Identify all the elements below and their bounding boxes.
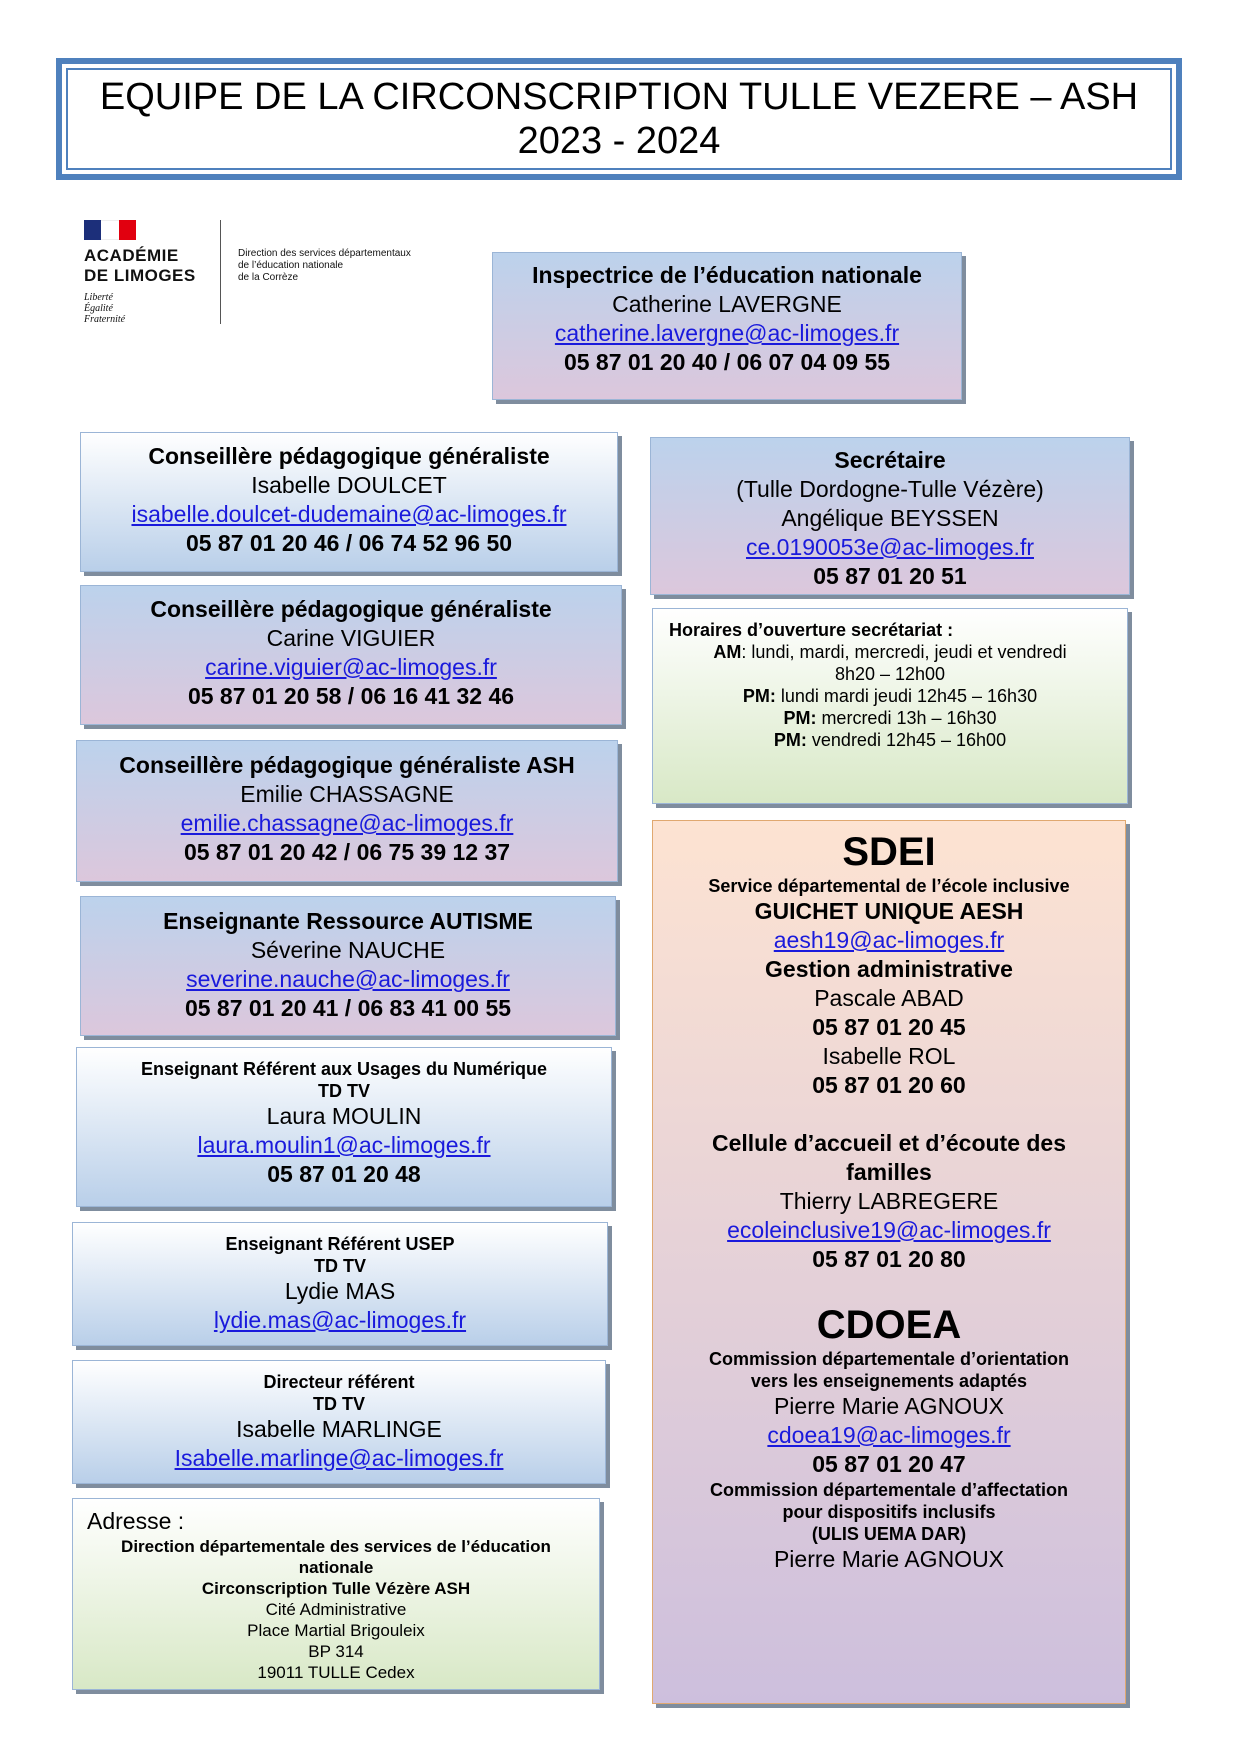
usep-card — [72, 1222, 608, 1346]
cpc-doulcet-card — [80, 432, 618, 572]
person-name: Emilie CHASSAGNE — [240, 781, 454, 807]
email-link[interactable]: laura.moulin1@ac-limoges.fr — [197, 1132, 491, 1158]
role: Conseillère pédagogique généraliste — [148, 443, 550, 469]
academie-logo — [84, 220, 464, 330]
directeur-card — [72, 1360, 606, 1484]
person-name: Laura MOULIN — [266, 1103, 422, 1129]
address-line: Cité Administrative — [265, 1600, 407, 1619]
email-link[interactable]: emilie.chassagne@ac-limoges.fr — [180, 810, 514, 836]
address-line: Circonscription Tulle Vézère ASH — [201, 1579, 471, 1598]
horaires-pm3: PM: vendredi 12h45 – 16h00 — [773, 730, 1007, 750]
republic-motto: Liberté Égalité Fraternité — [84, 292, 126, 325]
sector: TD TV — [314, 1256, 366, 1276]
sdei-subtitle: Service départemental de l’école inclusive — [708, 876, 1070, 896]
email-link[interactable]: ecoleinclusive19@ac-limoges.fr — [727, 1217, 1051, 1243]
address-line: Direction départementale des services de l’éducation — [121, 1537, 551, 1556]
email-link[interactable]: cdoea19@ac-limoges.fr — [767, 1422, 1011, 1448]
person-name: Lydie MAS — [284, 1278, 396, 1304]
person-name: Isabelle ROL — [822, 1043, 956, 1069]
person-name: Pierre Marie AGNOUX — [773, 1393, 1005, 1419]
secretaire-card — [650, 437, 1130, 595]
role: Enseignante Ressource AUTISME — [163, 908, 533, 934]
cdoea-sub2: (ULIS UEMA DAR) — [811, 1524, 967, 1544]
email-link[interactable]: catherine.lavergne@ac-limoges.fr — [554, 320, 900, 346]
phone: 05 87 01 20 40 / 06 07 04 09 55 — [563, 349, 891, 375]
person-name: Carine VIGUIER — [266, 625, 436, 651]
horaires-pm1: PM: lundi mardi jeudi 12h45 – 16h30 — [742, 686, 1038, 706]
horaires-am-hours: 8h20 – 12h00 — [834, 664, 946, 684]
role: Inspectrice de l’éducation nationale — [532, 262, 922, 288]
email-link[interactable]: carine.viguier@ac-limoges.fr — [205, 654, 497, 680]
cellule-heading: familles — [846, 1159, 932, 1185]
phone: 05 87 01 20 51 — [813, 563, 967, 589]
phone: 05 87 01 20 42 / 06 75 39 12 37 — [183, 839, 511, 865]
person-name: Catherine LAVERGNE — [612, 291, 842, 317]
email-link[interactable]: aesh19@ac-limoges.fr — [773, 927, 1005, 953]
cdoea-title: CDOEA — [816, 1303, 962, 1347]
sdei-card — [652, 820, 1126, 1704]
role: Secrétaire — [834, 447, 946, 473]
role: Directeur référent — [263, 1372, 415, 1392]
person-name: Angélique BEYSSEN — [781, 505, 999, 531]
sector: TD TV — [313, 1394, 365, 1414]
person-name: Pierre Marie AGNOUX — [773, 1546, 1005, 1572]
address-line: 19011 TULLE Cedex — [257, 1663, 415, 1682]
sdei-title: SDEI — [842, 830, 936, 874]
cdoea-sub1: Commission départementale d’orientation — [708, 1349, 1070, 1369]
phone: 05 87 01 20 46 / 06 74 52 96 50 — [185, 530, 513, 556]
email-link[interactable]: lydie.mas@ac-limoges.fr — [213, 1307, 467, 1333]
address-heading: Adresse : — [87, 1508, 185, 1534]
role: Conseillère pédagogique généraliste ASH — [119, 752, 575, 778]
phone: 05 87 01 20 45 — [812, 1014, 966, 1040]
title-box — [66, 68, 1172, 170]
horaires-card — [652, 608, 1128, 804]
person-name: Isabelle DOULCET — [251, 472, 447, 498]
person-name: Séverine NAUCHE — [250, 937, 446, 963]
role-detail: (Tulle Dordogne-Tulle Vézère) — [736, 476, 1044, 502]
address-line: Place Martial Brigouleix — [247, 1621, 425, 1640]
page-title: EQUIPE DE LA CIRCONSCRIPTION TULLE VEZERE – ASH — [99, 76, 1139, 118]
cdoea-sub2: pour dispositifs inclusifs — [782, 1502, 996, 1522]
numerique-card — [76, 1047, 612, 1207]
person-name: Isabelle MARLINGE — [236, 1416, 442, 1442]
phone: 05 87 01 20 80 — [812, 1246, 966, 1272]
address-card — [72, 1498, 600, 1690]
inspectrice-card — [492, 252, 962, 400]
email-link[interactable]: severine.nauche@ac-limoges.fr — [186, 966, 510, 992]
marianne-flag-icon — [84, 220, 136, 240]
cellule-heading: Cellule d’accueil et d’écoute des — [711, 1130, 1067, 1156]
sector: TD TV — [318, 1081, 370, 1101]
direction-name: Direction des services départementaux de l’éducation nationale de la Corrèze — [238, 248, 411, 283]
role: Conseillère pédagogique généraliste — [150, 596, 552, 622]
phone: 05 87 01 20 47 — [812, 1451, 966, 1477]
phone: 05 87 01 20 48 — [267, 1161, 421, 1187]
address-line: nationale — [298, 1558, 374, 1577]
cdoea-sub1: vers les enseignements adaptés — [750, 1371, 1028, 1391]
page-year: 2023 - 2024 — [517, 120, 721, 162]
academie-name: ACADÉMIE DE LIMOGES — [84, 246, 196, 285]
horaires-heading: Horaires d’ouverture secrétariat : — [669, 620, 954, 640]
email-link[interactable]: isabelle.doulcet-dudemaine@ac-limoges.fr — [131, 501, 567, 527]
logo-separator — [220, 220, 221, 324]
cpc-chassagne-card — [76, 740, 618, 882]
cpc-viguier-card — [80, 585, 622, 725]
gestion-heading: Gestion administrative — [765, 956, 1013, 982]
person-name: Pascale ABAD — [814, 985, 964, 1011]
cdoea-sub2: Commission départementale d’affectation — [709, 1480, 1069, 1500]
horaires-pm2: PM: mercredi 13h – 16h30 — [783, 708, 997, 728]
phone: 05 87 01 20 41 / 06 83 41 00 55 — [184, 995, 512, 1021]
email-link[interactable]: Isabelle.marlinge@ac-limoges.fr — [174, 1445, 504, 1471]
address-line: BP 314 — [308, 1642, 364, 1661]
email-link[interactable]: ce.0190053e@ac-limoges.fr — [745, 534, 1034, 560]
horaires-am: AM: lundi, mardi, mercredi, jeudi et vendredi — [713, 642, 1067, 662]
person-name: Thierry LABREGERE — [779, 1188, 999, 1214]
role: Enseignant Référent USEP — [225, 1234, 455, 1254]
guichet-heading: GUICHET UNIQUE AESH — [754, 898, 1024, 924]
role: Enseignant Référent aux Usages du Numérique — [140, 1059, 548, 1079]
phone: 05 87 01 20 58 / 06 16 41 32 46 — [187, 683, 515, 709]
phone: 05 87 01 20 60 — [812, 1072, 966, 1098]
autisme-card — [80, 896, 616, 1036]
title-frame — [56, 58, 1182, 180]
